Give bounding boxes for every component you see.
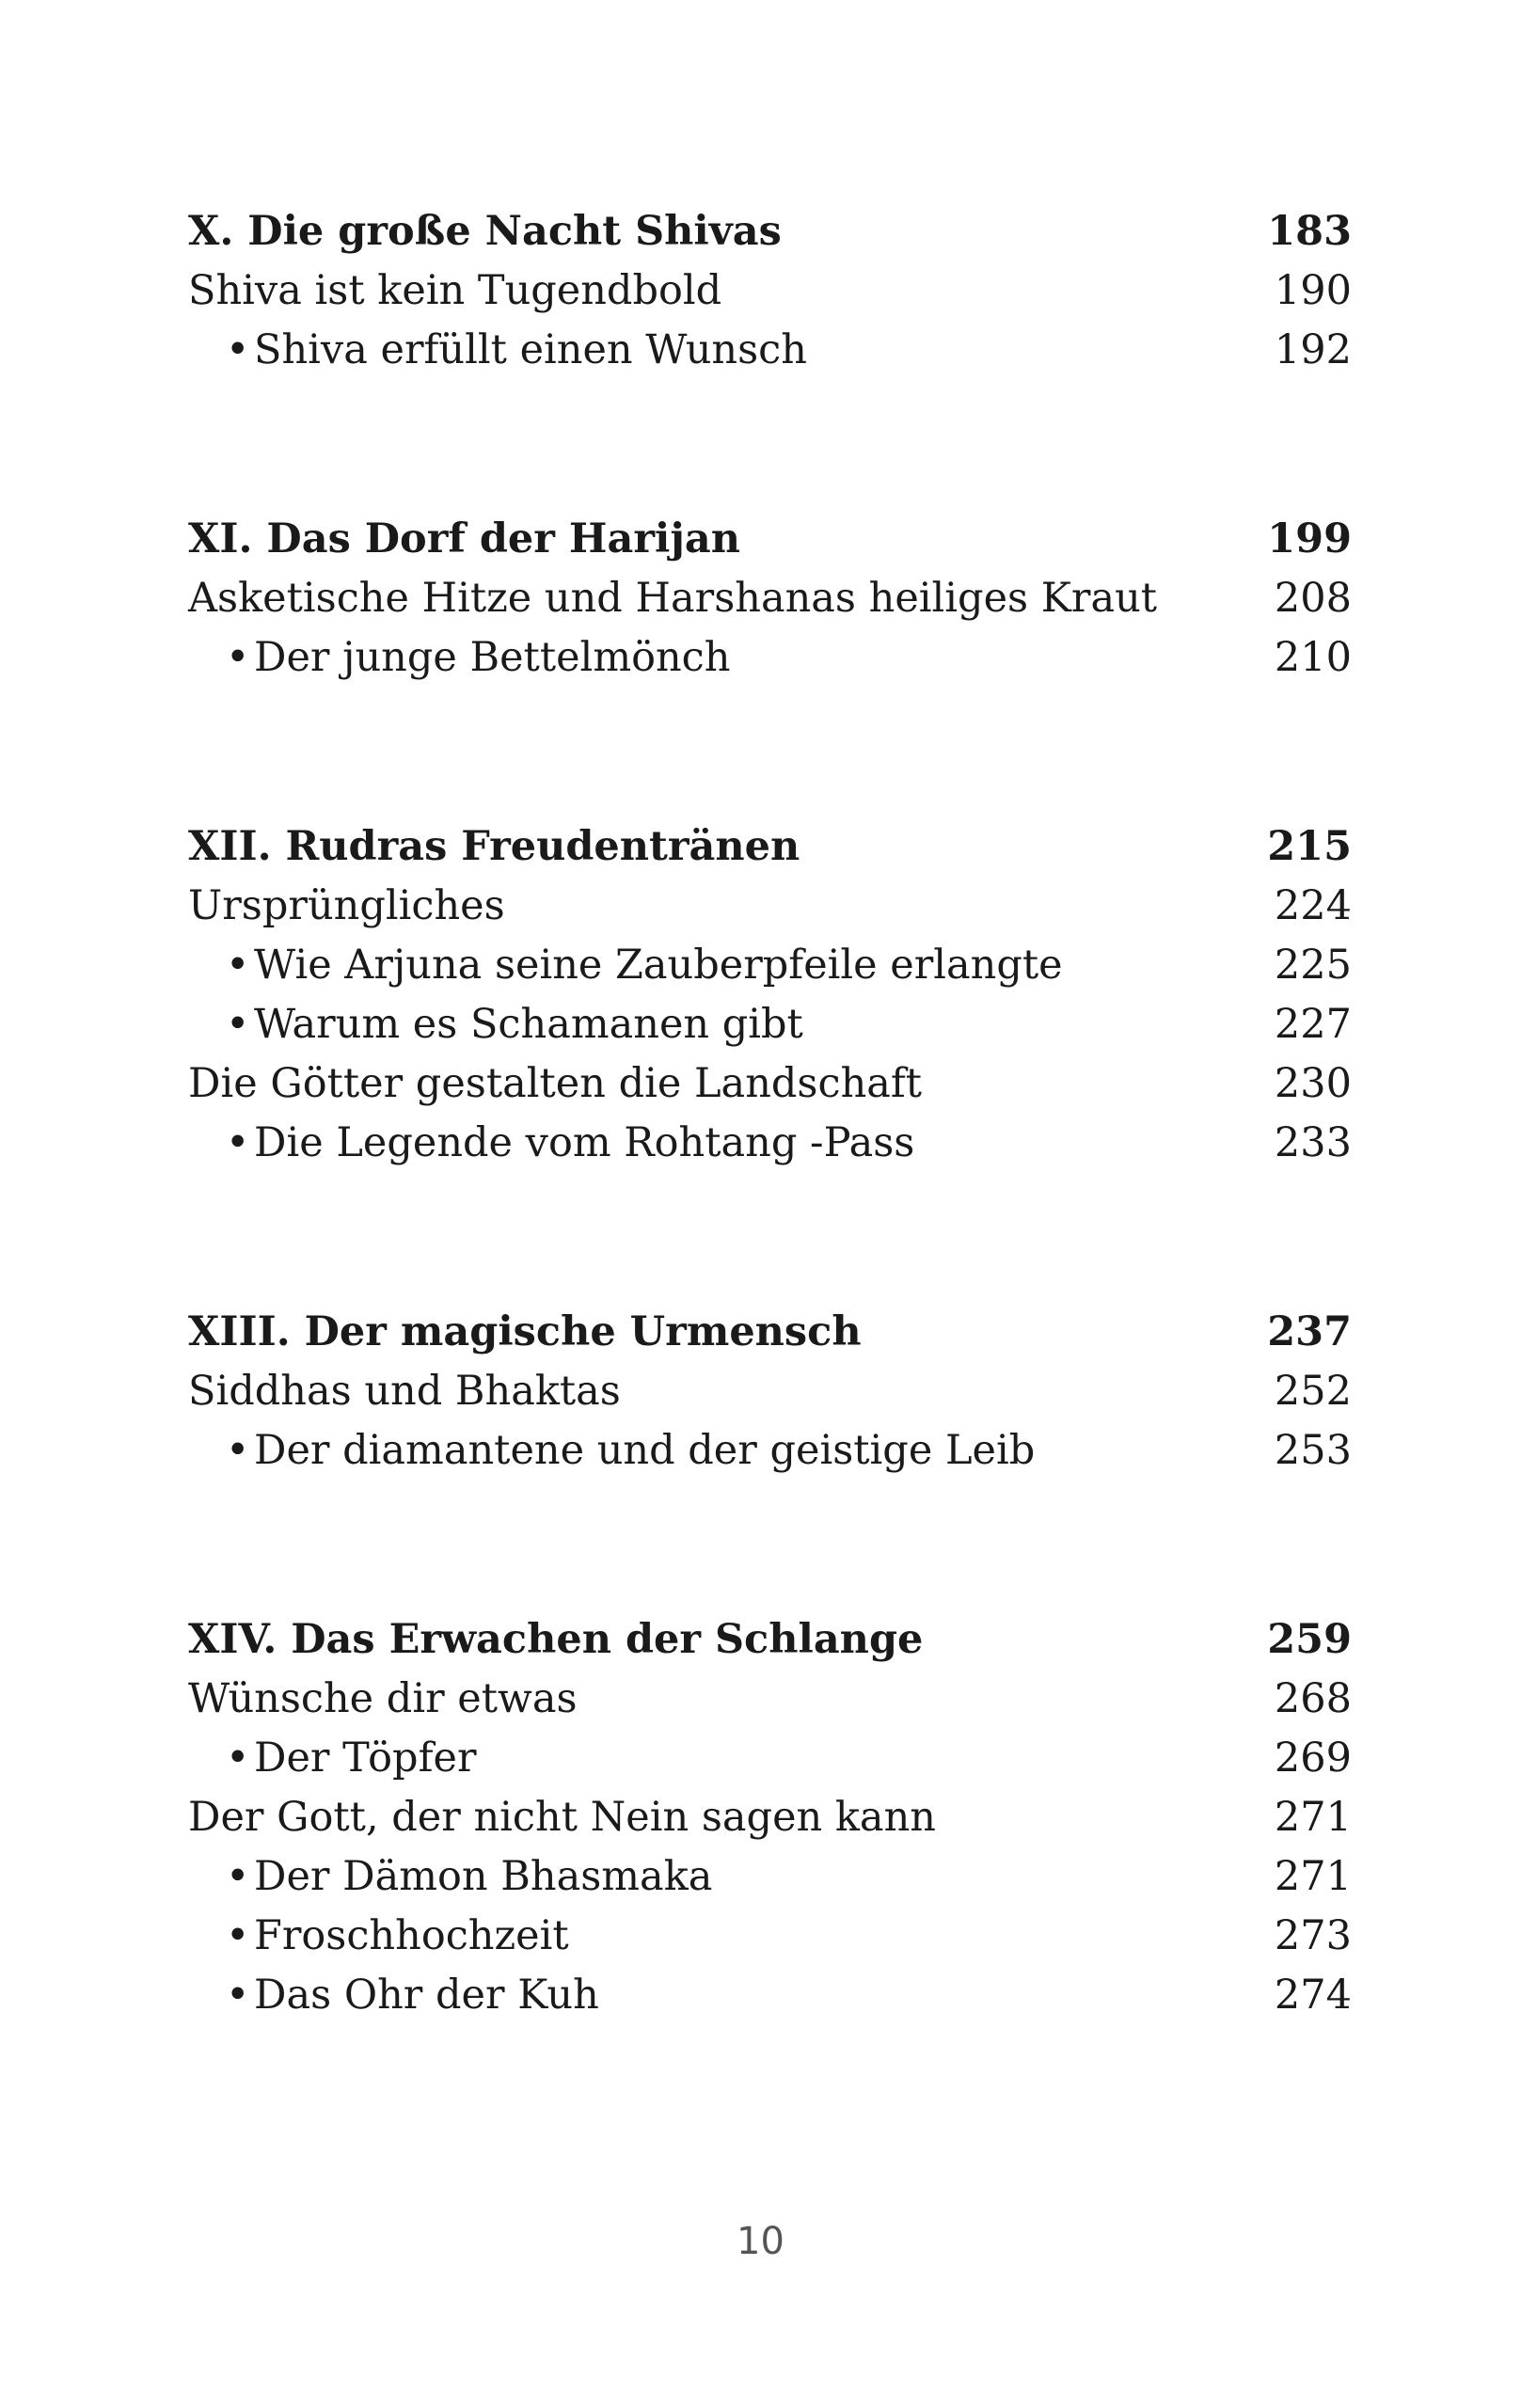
chapter-title: XII. Rudras Freudentränen — [188, 823, 800, 870]
toc-subsection-entry — [188, 995, 1352, 1054]
toc-chapter — [188, 1610, 1352, 2025]
entry-page-number: 274 — [1274, 1972, 1352, 2019]
entry-page-number: 253 — [1274, 1427, 1352, 1474]
entry-title: Die Götter gestalten die Landschaft — [188, 1060, 923, 1107]
toc-chapter — [188, 1303, 1352, 1481]
entry-page-number: 233 — [1274, 1119, 1352, 1166]
toc-chapter — [188, 510, 1352, 688]
page-number-footer: 10 — [737, 2220, 784, 2263]
toc-subsection-entry — [188, 321, 1352, 380]
toc-subsection-entry — [188, 1907, 1352, 1966]
entry-title: • Der Dämon Bhasmaka — [188, 1847, 712, 1907]
chapter-heading — [188, 202, 1352, 261]
entry-title: Wünsche dir etwas — [188, 1675, 578, 1722]
entry-title: • Froschhochzeit — [188, 1907, 569, 1966]
entry-page-number: 227 — [1274, 1001, 1352, 1048]
entry-title: • Der Töpfer — [188, 1729, 477, 1788]
entry-title: • Warum es Schamanen gibt — [188, 995, 803, 1054]
toc-section-entry — [188, 261, 1352, 321]
toc-subsection-entry — [188, 1421, 1352, 1481]
chapter-heading — [188, 1610, 1352, 1670]
chapter-page-number: 183 — [1267, 208, 1352, 255]
toc-section-entry — [188, 1362, 1352, 1421]
entry-title: Ursprüngliches — [188, 882, 505, 929]
entry-page-number: 230 — [1274, 1060, 1352, 1107]
toc-chapter — [188, 202, 1352, 380]
table-of-contents — [188, 202, 1352, 2155]
chapter-heading — [188, 817, 1352, 877]
toc-subsection-entry — [188, 1114, 1352, 1173]
chapter-title: XIII. Der magische Urmensch — [188, 1308, 862, 1355]
chapter-page-number: 259 — [1267, 1616, 1352, 1663]
entry-title: Siddhas und Bhaktas — [188, 1368, 621, 1415]
toc-section-entry — [188, 1670, 1352, 1729]
entry-page-number: 252 — [1274, 1368, 1352, 1415]
entry-title: Asketische Hitze und Harshanas heiliges Kraut — [188, 575, 1158, 622]
entry-title: • Wie Arjuna seine Zauberpfeile erlangte — [188, 936, 1063, 995]
toc-chapter — [188, 817, 1352, 1173]
chapter-page-number: 199 — [1267, 515, 1352, 562]
entry-page-number: 190 — [1274, 267, 1352, 314]
entry-page-number: 208 — [1274, 575, 1352, 622]
toc-section-entry — [188, 569, 1352, 628]
chapter-title: XI. Das Dorf der Harijan — [188, 515, 741, 562]
chapter-page-number: 215 — [1267, 823, 1352, 870]
toc-subsection-entry — [188, 1847, 1352, 1907]
entry-page-number: 271 — [1274, 1853, 1352, 1900]
entry-page-number: 273 — [1274, 1912, 1352, 1959]
chapter-heading — [188, 1303, 1352, 1362]
entry-page-number: 192 — [1274, 326, 1352, 373]
toc-section-entry — [188, 1788, 1352, 1847]
entry-title: • Die Legende vom Rohtang -Pass — [188, 1114, 914, 1173]
entry-title: • Das Ohr der Kuh — [188, 1966, 599, 2025]
toc-subsection-entry — [188, 1729, 1352, 1788]
toc-section-entry — [188, 877, 1352, 936]
entry-page-number: 271 — [1274, 1794, 1352, 1841]
toc-section-entry — [188, 1054, 1352, 1114]
entry-title: • Shiva erfüllt einen Wunsch — [188, 321, 807, 380]
entry-title: • Der junge Bettelmönch — [188, 628, 730, 688]
entry-title: • Der diamantene und der geistige Leib — [188, 1421, 1035, 1481]
toc-subsection-entry — [188, 628, 1352, 688]
entry-page-number: 225 — [1274, 942, 1352, 989]
toc-subsection-entry — [188, 1966, 1352, 2025]
entry-title: Der Gott, der nicht Nein sagen kann — [188, 1794, 936, 1841]
chapter-page-number: 237 — [1267, 1308, 1352, 1355]
entry-page-number: 210 — [1274, 634, 1352, 681]
chapter-heading — [188, 510, 1352, 569]
toc-subsection-entry — [188, 936, 1352, 995]
chapter-title: X. Die große Nacht Shivas — [188, 208, 782, 255]
entry-page-number: 224 — [1274, 882, 1352, 929]
chapter-title: XIV. Das Erwachen der Schlange — [188, 1616, 924, 1663]
entry-page-number: 269 — [1274, 1735, 1352, 1782]
entry-title: Shiva ist kein Tugendbold — [188, 267, 722, 314]
entry-page-number: 268 — [1274, 1675, 1352, 1722]
